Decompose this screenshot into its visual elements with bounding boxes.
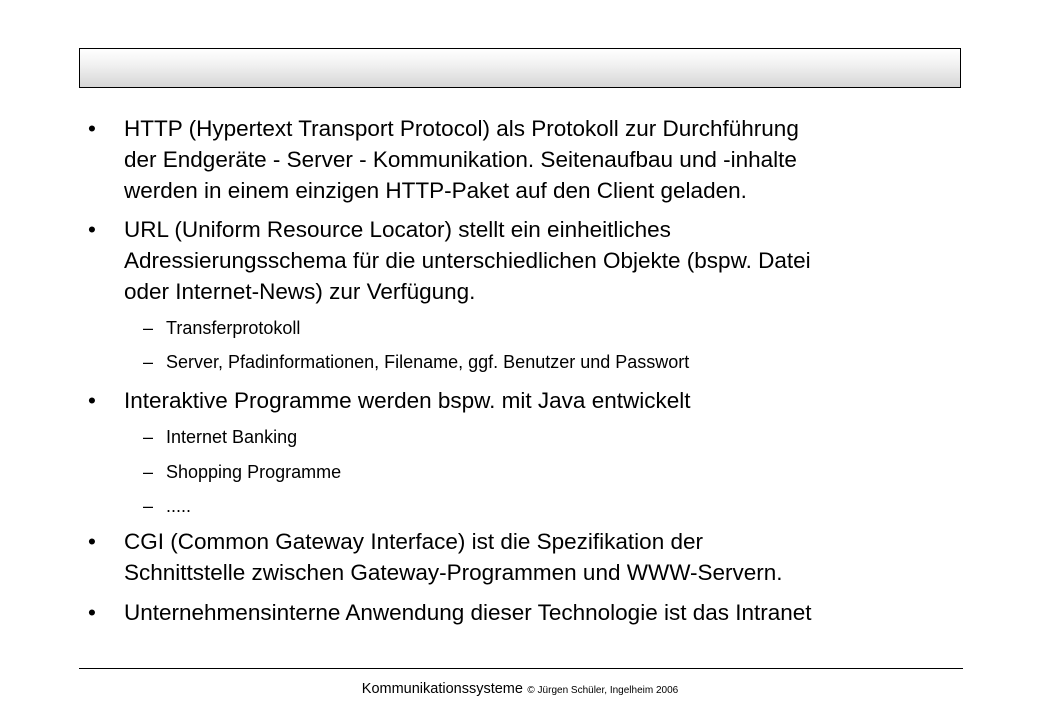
- bullet-line: HTTP (Hypertext Transport Protocol) als Protokoll zur Durchführung: [124, 116, 799, 141]
- subitem-text: Shopping Programme: [166, 462, 342, 482]
- subitem-marker: –: [143, 496, 154, 516]
- footer-copyright: © Jürgen Schüler, Ingelheim 2006: [527, 685, 679, 696]
- subitem-text: Internet Banking: [166, 427, 298, 447]
- bullet-marker: •: [88, 600, 96, 625]
- bullet-line: werden in einem einzigen HTTP-Paket auf den Client geladen.: [124, 178, 747, 203]
- slide-footer: [0, 680, 1040, 698]
- bullet-marker: •: [88, 217, 96, 242]
- bullet-text: [124, 113, 984, 206]
- footer-divider: [79, 668, 963, 669]
- bullet-line: Adressierungsschema für die unterschiedlichen Objekte (bspw. Datei: [124, 248, 811, 273]
- bullet-marker: •: [88, 116, 96, 141]
- subitem-marker: –: [143, 462, 154, 482]
- bullet-line: der Endgeräte - Server - Kommunikation. Seitenaufbau und -inhalte: [124, 147, 797, 172]
- bullet-line: Interaktive Programme werden bspw. mit Java entwickelt: [124, 388, 691, 413]
- bullet-text: [124, 385, 984, 416]
- bullet-marker: •: [88, 388, 96, 413]
- subitem-marker: –: [143, 352, 154, 372]
- bullet-text: [124, 214, 984, 307]
- bullet-line: CGI (Common Gateway Interface) ist die Spezifikation der: [124, 529, 703, 554]
- bullet-text: [124, 597, 984, 628]
- footer-title: Kommunikationssysteme: [361, 681, 523, 697]
- bullet-line: oder Internet-News) zur Verfügung.: [124, 279, 476, 304]
- subitem-marker: –: [143, 318, 154, 338]
- bullet-text: [124, 526, 984, 588]
- bullet-line: Schnittstelle zwischen Gateway-Programmen und WWW-Servern.: [124, 560, 783, 585]
- bullet-line: URL (Uniform Resource Locator) stellt ein einheitliches: [124, 217, 671, 242]
- subitem-marker: –: [143, 427, 154, 447]
- subitem-text: Transferprotokoll: [166, 318, 301, 338]
- subitem-text: Server, Pfadinformationen, Filename, ggf. Benutzer und Passwort: [166, 352, 690, 372]
- subitem-text: .....: [166, 496, 192, 516]
- bullet-line: Unternehmensinterne Anwendung dieser Technologie ist das Intranet: [124, 600, 812, 625]
- bullet-marker: •: [88, 529, 96, 554]
